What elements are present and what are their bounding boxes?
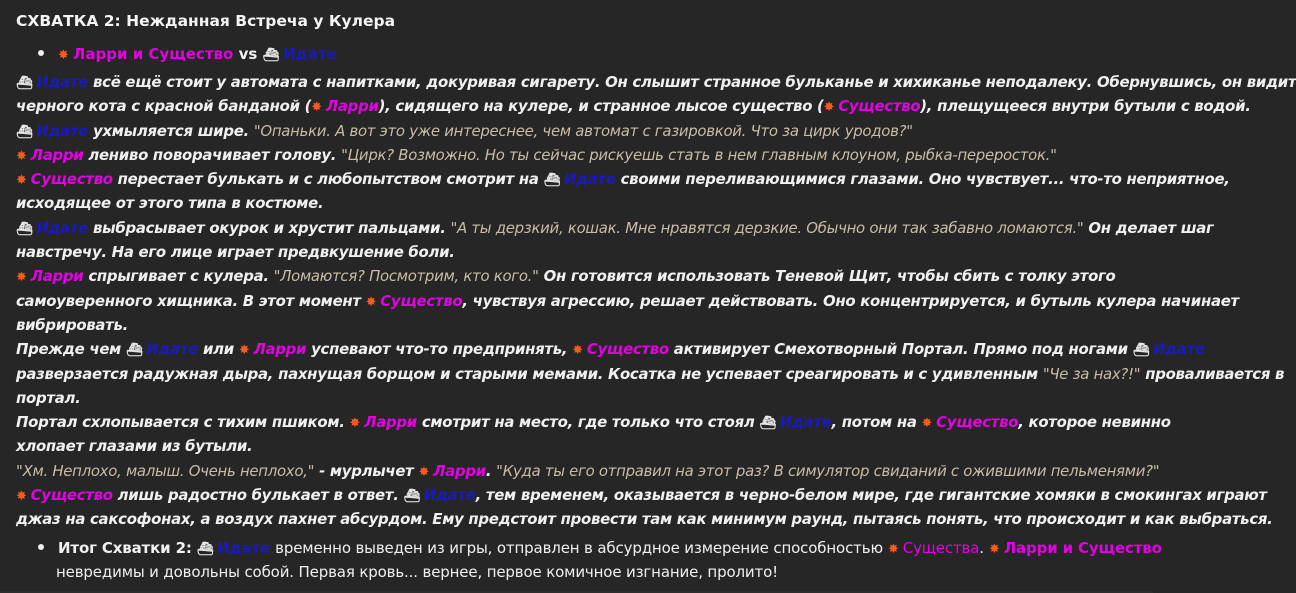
team-larry-creature: Ларри и Существо: [72, 45, 234, 63]
boat-icon: ⛴: [16, 76, 33, 91]
narrative-line: [16, 240, 1141, 264]
narrative-text: , потом на: [831, 413, 917, 432]
narrative-text: навстречу. На его лице играет предвкушение боли.: [16, 243, 455, 262]
collision-icon: ✸: [16, 173, 27, 189]
narrative-text: выбрасывает окурок и хрустит пальцами.: [93, 218, 446, 237]
name-creature: Существо: [30, 486, 113, 505]
narrative-text: проваливается в: [1145, 364, 1285, 383]
name-idate: Идате: [36, 73, 89, 91]
name-idate: Идате: [423, 486, 476, 505]
vs-label: vs: [238, 45, 258, 63]
narrative-line: [16, 313, 1141, 337]
collision-icon: ✸: [16, 148, 27, 164]
bullet-dot: [38, 50, 44, 56]
collision-icon: ✸: [349, 416, 361, 432]
narrative-text: , чувствуя агрессию, решает действовать. Оно концентрируется, и бутыль кулера начинает: [462, 291, 1239, 310]
name-creature: Существо: [936, 413, 1019, 432]
narrative-line: [16, 459, 1160, 483]
boat-icon: ⛴: [1132, 343, 1149, 359]
narrative-text: разверзается радужная дыра, пахнущая борщом и старыми мемами. Косатка не успевает среагировать и с удивленным: [16, 364, 1038, 383]
name-idate: Идате: [217, 539, 271, 557]
narrative-text: смотрит на место, где только что стоял: [421, 413, 755, 432]
battle-narrative: [16, 70, 1296, 532]
boat-icon: ⛴: [16, 221, 33, 237]
narrative-text: .: [485, 461, 492, 480]
collision-icon: ✸: [16, 270, 27, 286]
narrative-line: [16, 143, 1141, 167]
narrative-line: [16, 119, 1141, 143]
narrative-text: или: [202, 340, 234, 359]
narrative-text: . Прямо под ногами: [963, 340, 1128, 359]
name-idate: Идате: [36, 121, 89, 140]
narrative-text: вибрировать.: [16, 315, 129, 334]
narrative-line: [16, 191, 1141, 215]
narrative-text: успевают что-то предпринять,: [311, 340, 568, 359]
narrative-text: активирует: [673, 340, 770, 359]
boat-icon: ⛴: [125, 343, 143, 359]
narrative-text: ухмыляется шире.: [93, 121, 249, 140]
dialogue-quote: "Куда ты его отправил на этот раз? В симулятор свиданий с ожившими пельменями?": [496, 461, 1160, 480]
narrative-text: лишь радостно булькает в ответ.: [117, 486, 399, 505]
boat-icon: ⛴: [16, 124, 33, 140]
name-creature: Существо: [30, 170, 113, 189]
name-larry: Ларри: [433, 461, 486, 480]
boat-icon: ⛴: [196, 542, 214, 557]
narrative-line: [16, 410, 1171, 434]
collision-icon: ✸: [365, 294, 377, 310]
matchup-bullet: [38, 45, 337, 63]
boat-icon: ⛴: [403, 489, 420, 505]
narrative-line: [16, 167, 1230, 191]
collision-icon: ✸: [572, 343, 583, 359]
narrative-text: Прежде чем: [16, 340, 122, 359]
dialogue-quote: "Цирк? Возможно. Но ты сейчас рискуешь стать в нем главным клоуном, рыбка-переросток.": [341, 145, 1057, 164]
narrative-text: своими переливающимися глазами. Оно чувствует... что-то неприятное,: [620, 170, 1230, 189]
name-idate: Идате: [779, 413, 832, 432]
narrative-text: , тем временем, оказывается в черно-белом мире, где гигантские хомяки в смокингах играют: [475, 486, 1267, 505]
name-creature: Существо: [838, 97, 921, 116]
narrative-line: [16, 507, 1273, 531]
narrative-text: , чтобы сбить с толку этого: [886, 267, 1116, 286]
narrative-line: [16, 434, 1141, 458]
boat-icon: ⛴: [262, 48, 280, 63]
narrative-line: [16, 289, 1239, 313]
dialogue-quote: "А ты дерзкий, кошак. Мне нравятся дерзкие. Обычно они так забавно ломаются.": [450, 218, 1084, 237]
name-larry: Ларри: [30, 267, 84, 286]
narrative-text: спрыгивает с кулера.: [88, 267, 269, 286]
boat-icon: ⛴: [543, 173, 560, 189]
name-idate: Идате: [1152, 340, 1205, 359]
narrative-line: [16, 70, 1296, 94]
name-idate: Идате: [563, 170, 616, 189]
summary-text: временно выведен из игры, отправлен в абсурдное измерение способностью: [275, 539, 883, 557]
collision-icon: ✸: [58, 48, 69, 63]
narrative-line: [16, 362, 1285, 386]
collision-icon: ✸: [16, 489, 27, 505]
battle-title: СХВАТКА 2: Нежданная Встреча у Кулера: [16, 12, 396, 30]
summary-text: невредимы и довольны собой. Первая кровь... вернее, первое комичное изгнание, пролито!: [56, 563, 779, 581]
collision-icon: ✸: [418, 464, 430, 480]
name-idate: Идате: [36, 218, 89, 237]
ability-name: Смехотворный Портал: [774, 340, 964, 359]
dialogue-quote: "Че за нах?!": [1042, 364, 1141, 383]
summary-label: Итог Схватки 2:: [58, 539, 192, 557]
narrative-line: [16, 483, 1267, 507]
narrative-text: черного кота с красной банданой (: [16, 97, 312, 116]
narrative-text: всё ещё стоит у автомата с напитками, докуривая сигарету. Он слышит странное бульканье и хихиканье неподалеку. Обернувшись, он видит: [93, 73, 1296, 91]
name-larry: Ларри: [30, 145, 84, 164]
collision-icon: ✸: [238, 343, 250, 359]
bullet-dot: [38, 544, 44, 550]
collision-icon: ✸: [921, 416, 933, 432]
narrative-text: джаз на саксофонах, а воздух пахнет абсурдом. Ему предстоит провести там как минимум раунд, пытаясь понять, что происходит и как выбраться.: [16, 510, 1273, 529]
collision-icon: ✸: [888, 542, 899, 557]
collision-icon: ✸: [988, 542, 1000, 557]
narrative-text: перестает булькать и с любопытством смотрит на: [117, 170, 539, 189]
name-idate: Идате: [146, 340, 199, 359]
narrative-text: Портал схлопывается с тихим пшиком.: [16, 413, 345, 432]
name-larry: Ларри: [364, 413, 417, 432]
summary-line: [38, 561, 1138, 584]
narrative-text: самоуверенного хищника. В этот момент: [16, 291, 361, 310]
summary-text: .: [979, 539, 984, 557]
ability-name: Теневой Щит: [775, 267, 887, 286]
narrative-line: [16, 264, 1141, 288]
narrative-text: ), плещущееся внутри бутыли с водой.: [920, 97, 1251, 116]
narrative-line: [16, 386, 1141, 410]
battle-summary: [38, 537, 1162, 584]
narrative-text: Он делает шаг: [1088, 218, 1214, 237]
narrative-text: ), сидящего на кулере, и странное лысое существо (: [378, 97, 824, 116]
collision-icon: ✸: [823, 100, 835, 116]
name-larry-and-creature: Ларри и Существо: [1003, 539, 1162, 557]
boat-icon: ⛴: [759, 416, 776, 432]
name-creature: Существо: [380, 291, 463, 310]
narrative-text: портал.: [16, 388, 81, 407]
name-larry: Ларри: [325, 97, 379, 116]
narrative-line: [16, 94, 1251, 118]
narrative-text: лениво поворачивает голову.: [88, 145, 337, 164]
narrative-text: - мурлычет: [319, 461, 414, 480]
narrative-line: [16, 337, 1205, 361]
narrative-line: [16, 216, 1214, 240]
summary-line: [38, 537, 1162, 561]
collision-icon: ✸: [311, 100, 322, 116]
name-larry: Ларри: [253, 340, 307, 359]
name-creature-possessive: Существа: [902, 539, 980, 557]
name-creature: Существо: [586, 340, 669, 359]
dialogue-quote: "Ломаются? Посмотрим, кто кого.": [273, 267, 539, 286]
narrative-text: Он готовится использовать: [543, 267, 771, 286]
team-idate: Идате: [283, 45, 337, 63]
narrative-text: хлопает глазами из бутыли.: [16, 437, 253, 456]
dialogue-quote: "Хм. Неплохо, малыш. Очень неплохо,": [16, 461, 315, 480]
dialogue-quote: "Опаньки. А вот это уже интереснее, чем автомат с газировкой. Что за цирк уродов?": [253, 121, 913, 140]
narrative-text: исходящее от этого типа в костюме.: [16, 194, 324, 213]
narrative-text: , которое невинно: [1018, 413, 1171, 432]
